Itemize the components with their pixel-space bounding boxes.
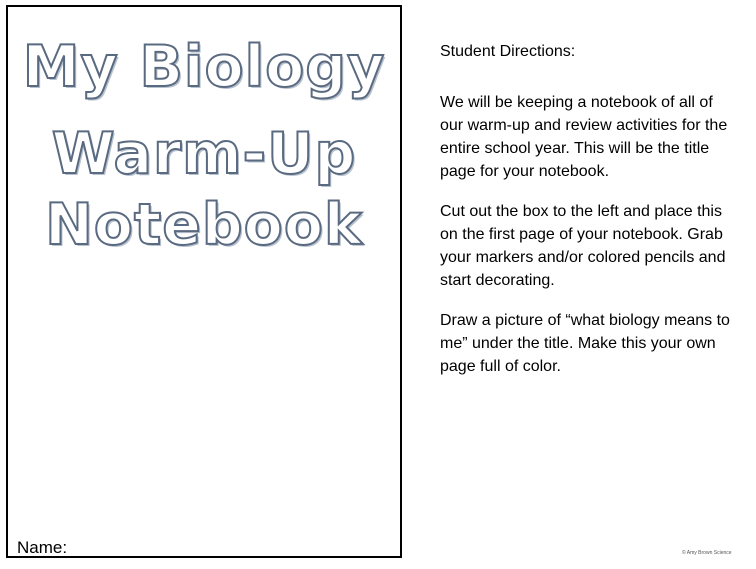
student-directions (440, 40, 740, 395)
copyright-credit: © Amy Brown Science (682, 550, 732, 556)
directions-paragraph-draw: Draw a picture of “what biology means to me” under the title. Make this your own page full of color. (440, 312, 730, 375)
directions-paragraph-cut-out: Cut out the box to the left and place this on the first page of your notebook. Grab your markers and/or colored pencils and start decorating. (440, 203, 726, 289)
cover-title-line-2: Warm-Up (51, 121, 357, 187)
directions-heading: Student Directions: (440, 43, 576, 60)
cover-title-line-3: Notebook (45, 192, 363, 258)
cover-cutout-box (6, 5, 402, 558)
cover-title-line-1: My Biology (22, 34, 386, 100)
name-label: Name: (17, 538, 68, 557)
directions-paragraph-notebook: We will be keeping a notebook of all of our warm-up and review activities for the entire school year. This will be the title page for your notebook. (440, 94, 728, 180)
